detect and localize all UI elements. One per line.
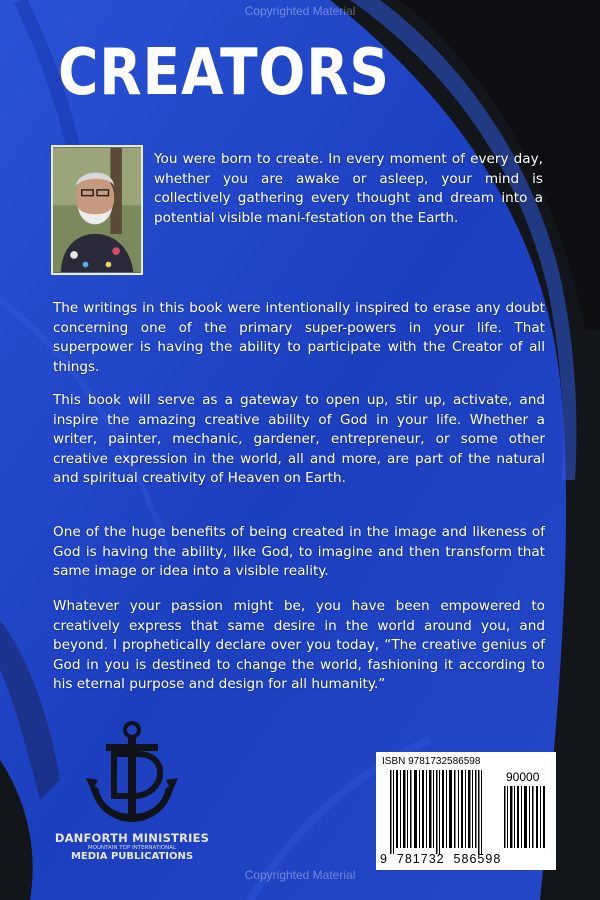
barcode-digits: 9 781732 586598 [380, 852, 502, 866]
book-title: CREATORS [58, 36, 390, 110]
watermark-bottom: Copyrighted Material [244, 868, 356, 882]
paragraph-5: Whatever your passion might be, you have been empowered to creatively express that same desire in the world around you, and beyond. I prophetically declare over you today, “The creative genius of God in you is destined to change the world, fashioning it according to his eternal purpose and design for all humanity.” [53, 598, 545, 693]
price-code: 90000 [506, 770, 540, 784]
anchor-logo-icon [84, 718, 180, 830]
paragraph-2: The writings in this book were intentionally inspired to erase any doubt concerning one of the primary super-powers in your life. That superpower is having the ability to participate with the Creator of all things. [53, 300, 545, 375]
paragraph-1: You were born to create. In every moment of every day, whether you are awake or asleep, your mind is collectively gathering every thought and dream into a potential visible mani-festation on the Earth. [154, 151, 543, 226]
author-photo [51, 145, 143, 275]
publisher-tagline: MOUNTAIN TOP INTERNATIONAL [87, 845, 177, 851]
author-photo-icon [53, 147, 141, 273]
paragraph-3: This book will serve as a gateway to open up, stir up, activate, and inspire the amazing creative ability of God in your life. Whether a writer, painter, mechanic, gardener, entrepreneur, or some other creative expression in the world, all and more, are part of the natural and spiritual creativity of Heaven on Earth. [53, 392, 545, 487]
isbn-number: ISBN 9781732586598 [382, 756, 481, 767]
isbn-barcode [376, 752, 556, 870]
publisher-imprint: MEDIA PUBLICATIONS [70, 851, 194, 862]
publisher-name: DANFORTH MINISTRIES [54, 831, 210, 845]
paragraph-4: One of the huge benefits of being created in the image and likeness of God is having the ability, like God, to imagine and then transform that same image or idea into a visible reality. [53, 524, 545, 580]
watermark-top: Copyrighted Material [244, 4, 356, 18]
publisher-logo [52, 718, 212, 868]
